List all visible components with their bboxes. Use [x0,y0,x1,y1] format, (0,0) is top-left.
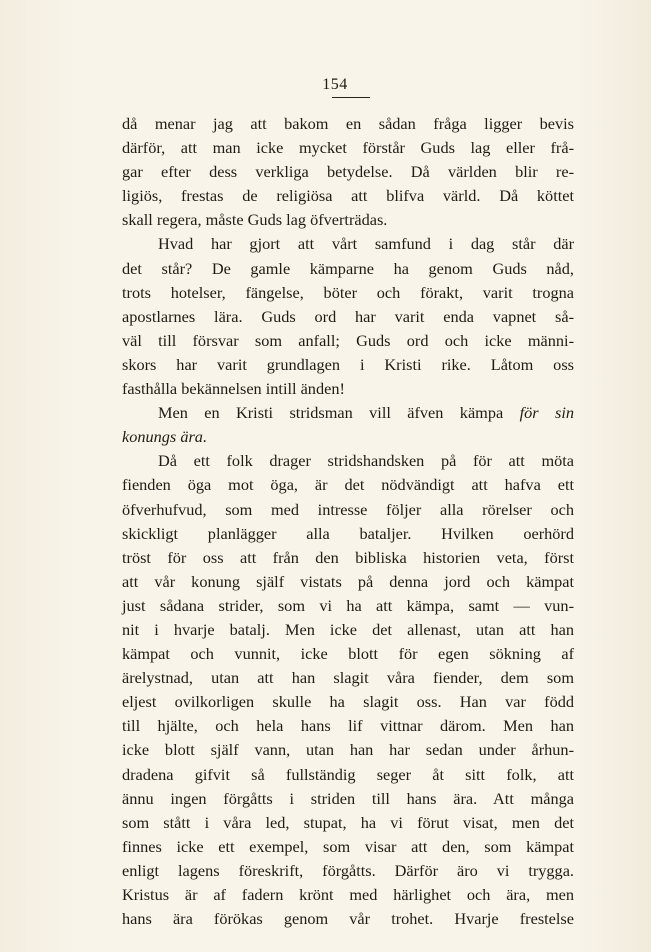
line-text: skall regera, måste Guds lag öfverträdas. [122,210,388,230]
text-line [122,353,574,377]
text-line [122,666,574,690]
text-line [122,401,574,425]
line-text: då menar jag att bakom en sådan fråga ligger bevis [122,114,574,133]
body-text [122,112,574,931]
line-text: enligt lagens föreskrift, förgåtts. Därför äro vi trygga. [122,860,574,880]
text-line [122,160,574,184]
text-line [122,690,574,714]
line-text: till hjälte, och hela hans lif vittnar därom. Men han [122,716,574,736]
text-line [122,281,574,305]
text-line [122,329,574,353]
line-text: nit i hvarje batalj. Men icke det allenast, utan att han [122,619,574,639]
line-text: trots hotelser, fängelse, böter och förakt, varit trogna [122,282,574,302]
line-text: kämpat och vunnit, icke blott för egen sökning af [122,644,574,664]
line-text: icke blott själf vann, utan han har sedan under århun- [122,740,574,760]
line-text: dradena gifvit så fullständig seger åt sitt folk, att [122,764,574,784]
line-text: fasthålla bekännelsen intill änden! [122,379,345,399]
text-line [122,498,574,522]
text-line [122,546,574,570]
line-text: eljest ovilkorligen skulle ha slagit oss. Han var född [122,692,574,712]
line-text: finnes icke ett exempel, som visar att den, som kämpat [122,836,574,856]
text-line [122,618,574,642]
text-line [122,425,574,449]
text-line [122,859,574,883]
line-text: det står? De gamle kämparne ha genom Guds nåd, [122,258,574,278]
text-line [122,594,574,618]
line-text: ännu ingen förgåtts i striden till hans ära. Att många [122,788,574,808]
line-text: därför, att man icke mycket förstår Guds lag eller frå- [122,138,574,158]
line-text: hans ära förökas genom vår trohet. Hvarje frestelse [122,909,574,929]
text-line [122,642,574,666]
line-text: tröst för oss att från den bibliska historien veta, först [122,547,574,567]
text-line [122,835,574,859]
line-text: som stått i våra led, stupat, ha vi förut visat, men det [122,812,574,832]
text-line [122,714,574,738]
text-line [122,184,574,208]
text-line [122,811,574,835]
text-line [122,232,574,256]
page-number: 154 [322,76,348,93]
text-line [122,738,574,762]
line-text: väl till försvar som anfall; Guds ord och icke männi- [122,330,574,350]
line-text: ärelystnad, utan att han slagit våra fiender, dem som [122,668,574,688]
text-line [122,522,574,546]
text-line [122,257,574,281]
line-text: just sådana strider, som vi ha att kämpa, samt — vun- [122,595,574,615]
line-text: skors har varit grundlagen i Kristi rike. Låtom oss [122,354,574,374]
text-line [122,907,574,931]
text-line [122,473,574,497]
text-line [122,570,574,594]
line-text: fienden öga mot öga, är det nödvändigt att hafva ett [122,475,574,495]
line-italic-text: konungs ära. [122,427,208,447]
line-text: ligiös, frestas de religiösa att blifva värld. Då köttet [122,186,574,206]
line-text: apostlarnes lära. Guds ord har varit enda vapnet så- [122,306,574,326]
line-text: gar efter dess verkliga betydelse. Då världen blir re- [122,162,574,182]
text-line [122,377,574,401]
line-text: att vår konung själf vistats på denna jord och kämpat [122,571,574,591]
line-text: Men en Kristi stridsman vill äfven kämpa [158,403,520,423]
text-line [122,449,574,473]
line-italic-text: för sin [519,403,574,423]
line-text: Hvad har gjort att vårt samfund i dag står där [158,234,574,254]
text-line [122,763,574,787]
text-line [122,305,574,329]
text-line [122,208,574,232]
text-line [122,883,574,907]
text-line [122,787,574,811]
line-text: öfverhufvud, som med intresse följer alla rörelser och [122,499,574,519]
line-text: Då ett folk drager stridshandsken på för att möta [158,451,574,471]
text-line [122,136,574,160]
text-line [122,112,574,136]
line-text: Kristus är af fadern krönt med härlighet och ära, men [122,885,574,904]
line-text: skickligt planlägger alla bataljer. Hvilken oerhörd [122,523,574,543]
page-number-rule [332,97,370,98]
